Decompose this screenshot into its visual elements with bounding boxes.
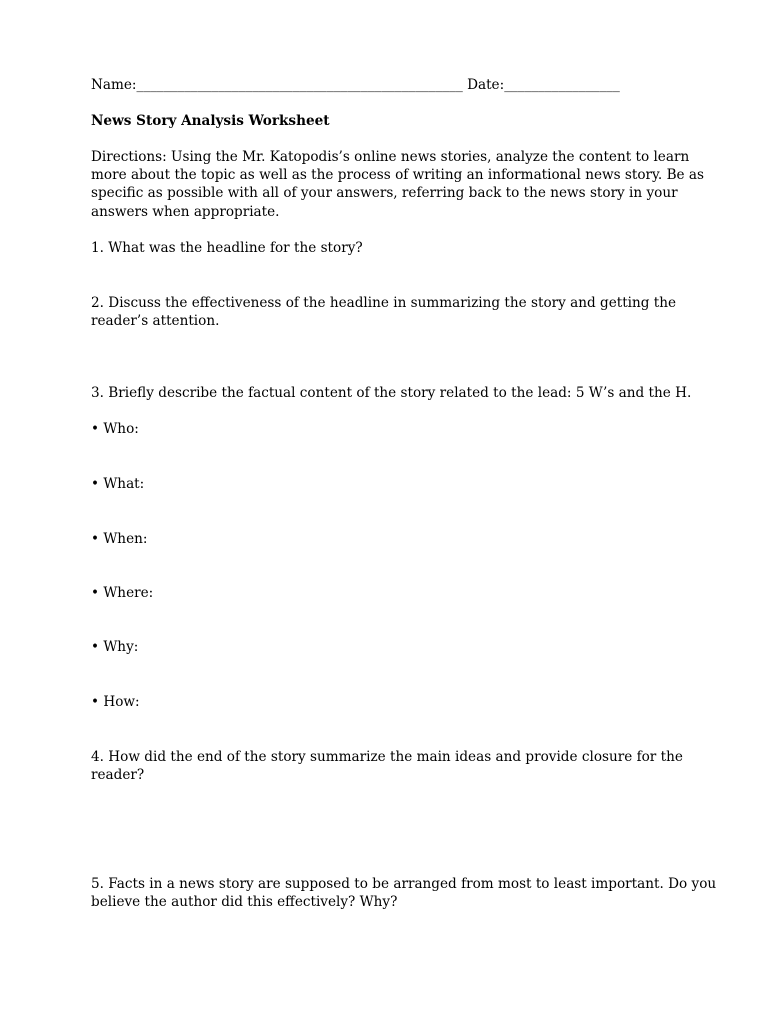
question-5-line-2: believe the author did this effectively? Why? (91, 894, 398, 910)
question-4-line-1: 4. How did the end of the story summarize the main ideas and provide closure for the (91, 749, 683, 765)
date-label: Date: (467, 77, 505, 93)
question-3: 3. Briefly describe the factual content of the story related to the lead: 5 W’s and the H. (91, 385, 692, 401)
question-2-line-1: 2. Discuss the effectiveness of the headline in summarizing the story and getting the (91, 295, 677, 311)
bullet-who: • Who: (91, 421, 139, 437)
bullet-what: • What: (91, 476, 145, 492)
bullet-when: • When: (91, 531, 148, 547)
bullet-where: • Where: (91, 585, 154, 601)
name-label: Name: (91, 77, 137, 93)
bullet-how: • How: (91, 694, 140, 710)
header-line (91, 76, 681, 94)
question-2-line-2: reader’s attention. (91, 313, 220, 329)
directions-line-2: more about the topic as well as the process of writing an informational news story. Be as (91, 167, 705, 183)
directions-line-4: answers when appropriate. (91, 204, 280, 220)
date-blank: _________________ (504, 77, 620, 93)
bullet-why: • Why: (91, 639, 139, 655)
question-1: 1. What was the headline for the story? (91, 240, 363, 256)
name-blank: ________________________________________________ (136, 77, 463, 93)
question-5-line-1: 5. Facts in a news story are supposed to be arranged from most to least important. Do you (91, 876, 717, 892)
page-title: News Story Analysis Worksheet (91, 113, 330, 129)
directions-line-3: specific as possible with all of your answers, referring back to the news story in your (91, 185, 678, 201)
directions-line-1: Directions: Using the Mr. Katopodis’s online news stories, analyze the content to learn (91, 149, 690, 165)
question-4-line-2: reader? (91, 767, 145, 783)
